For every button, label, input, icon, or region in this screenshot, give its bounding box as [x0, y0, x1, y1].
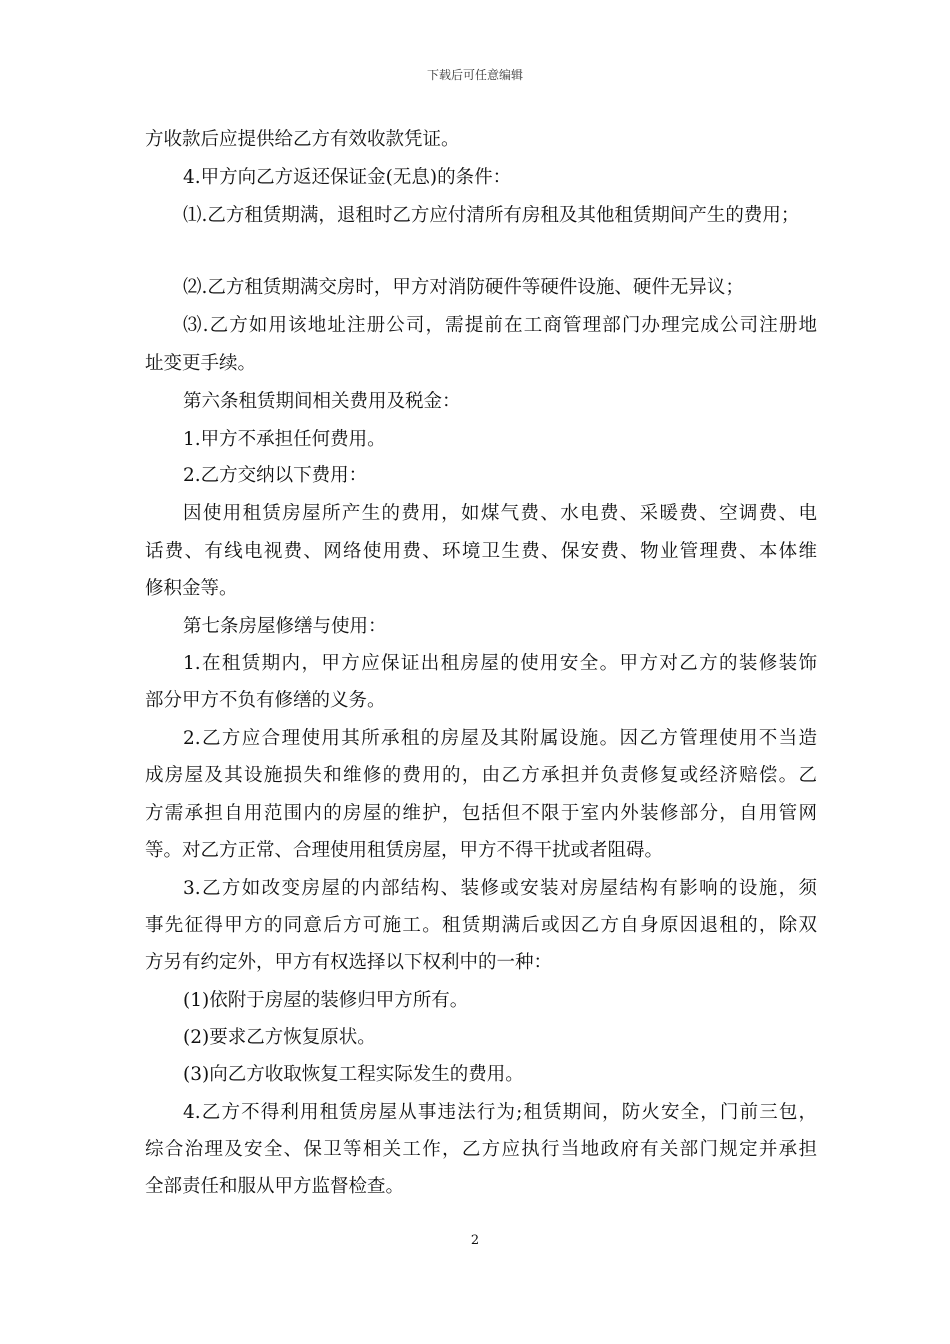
section-heading: 第七条房屋修缮与使用：	[183, 616, 387, 637]
page-header: 下载后可任意编辑	[426, 68, 523, 82]
paragraph-line: 等。对乙方正常、合理使用租赁房屋，甲方不得干扰或者阻碍。	[145, 840, 664, 861]
paragraph-line: 方另有约定外，甲方有权选择以下权利中的一种：	[145, 952, 553, 973]
paragraph-line: 4.甲方向乙方返还保证金(无息)的条件：	[183, 167, 512, 188]
paragraph-line: 修积金等。	[145, 578, 238, 599]
paragraph-line: ⑶.乙方如用该地址注册公司，需提前在工商管理部门办理完成公司注册地	[183, 315, 817, 336]
paragraph-line: ⑵.乙方租赁期满交房时，甲方对消防硬件等硬件设施、硬件无异议；	[183, 277, 744, 298]
paragraph-line: 1.在租赁期内，甲方应保证出租房屋的使用安全。甲方对乙方的装修装饰	[183, 653, 817, 674]
paragraph-line: 全部责任和服从甲方监督检查。	[145, 1176, 405, 1197]
list-item: (3)向乙方收取恢复工程实际发生的费用。	[183, 1064, 524, 1085]
paragraph-line: 2.乙方应合理使用其所承租的房屋及其附属设施。因乙方管理使用不当造	[183, 728, 817, 749]
paragraph-line: 4.乙方不得利用租赁房屋从事违法行为;租赁期间，防火安全，门前三包，	[183, 1102, 817, 1123]
paragraph-line: 址变更手续。	[145, 353, 257, 374]
section-heading: 第六条租赁期间相关费用及税金：	[183, 391, 461, 412]
paragraph-line: 方需承担自用范围内的房屋的维护，包括但不限于室内外装修部分，自用管网	[145, 803, 817, 824]
paragraph-line: 3.乙方如改变房屋的内部结构、装修或安装对房屋结构有影响的设施，须	[183, 878, 817, 899]
paragraph-line: 事先征得甲方的同意后方可施工。租赁期满后或因乙方自身原因退租的，除双	[145, 915, 817, 936]
paragraph-line: 1.甲方不承担任何费用。	[183, 429, 386, 450]
list-item: (2)要求乙方恢复原状。	[183, 1027, 376, 1048]
paragraph-line: 部分甲方不负有修缮的义务。	[145, 690, 386, 711]
paragraph-line: 成房屋及其设施损失和维修的费用的，由乙方承担并负责修复或经济赔偿。乙	[145, 765, 817, 786]
list-item: (1)依附于房屋的装修归甲方所有。	[183, 990, 469, 1011]
paragraph-line: 话费、有线电视费、网络使用费、环境卫生费、保安费、物业管理费、本体维	[145, 541, 817, 562]
paragraph-line: 综合治理及安全、保卫等相关工作，乙方应执行当地政府有关部门规定并承担	[145, 1139, 817, 1160]
paragraph-line: ⑴.乙方租赁期满，退租时乙方应付清所有房租及其他租赁期间产生的费用；	[183, 205, 800, 226]
paragraph-line: 方收款后应提供给乙方有效收款凭证。	[145, 129, 460, 150]
page-number: 2	[470, 1233, 480, 1248]
paragraph-line: 因使用租赁房屋所产生的费用，如煤气费、水电费、采暖费、空调费、电	[183, 503, 817, 524]
paragraph-line: 2.乙方交纳以下费用：	[183, 465, 368, 486]
